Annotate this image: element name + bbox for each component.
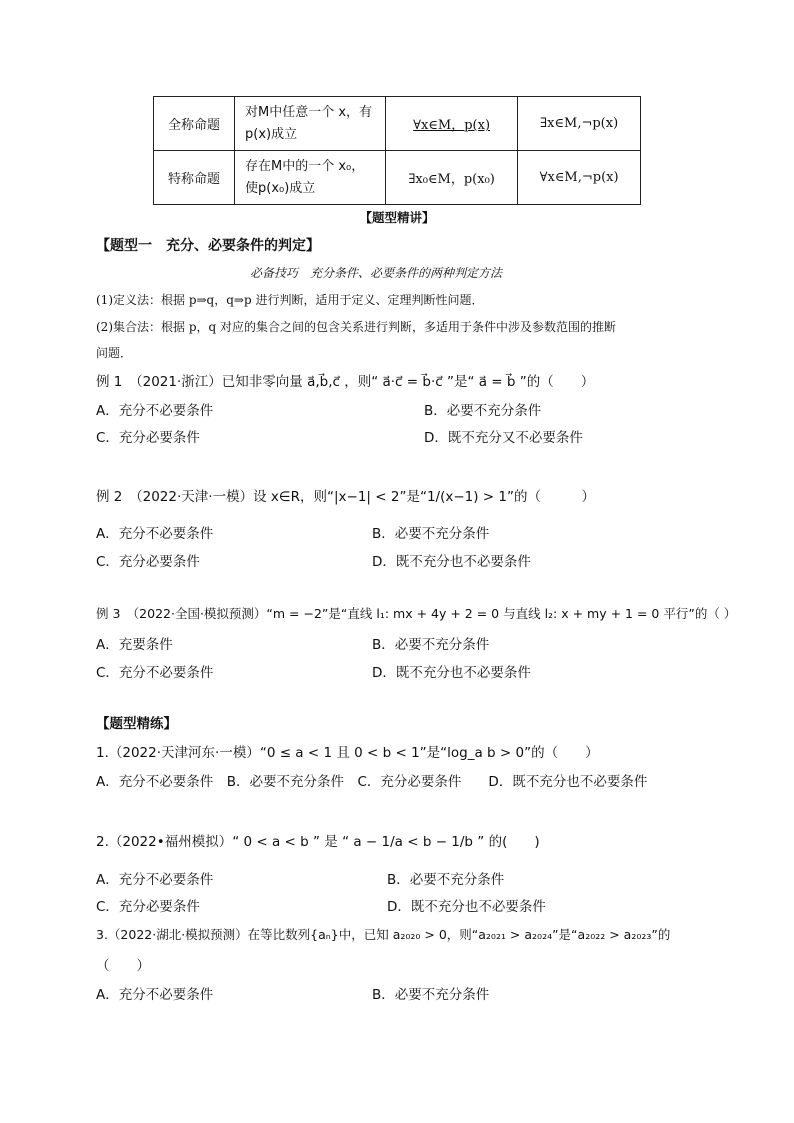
practice-q1-options: A．充分不必要条件 B．必要不充分条件 C．充分必要条件 D．既不充分也不必要条件 bbox=[96, 774, 648, 790]
proposition-table bbox=[153, 96, 641, 205]
practice-q2-option-b: B．必要不充分条件 bbox=[387, 872, 505, 888]
example-2-option-a: A．充分不必要条件 bbox=[96, 526, 214, 542]
practice-q2-option-a: A．充分不必要条件 bbox=[96, 872, 214, 888]
example-1-stem: 例 1 （2021·浙江）已知非零向量 a⃗,b⃗,c⃗ ，则“ a⃗·c⃗ = b⃗·c⃗ ”是“ a⃗ = b⃗ ”的（ ） bbox=[96, 374, 595, 390]
table-cell-name: 特称命题 bbox=[154, 151, 235, 205]
practice-title: 【题型精练】 bbox=[96, 716, 177, 732]
practice-q3-stem: 3.（2022·湖北·模拟预测）在等比数列{aₙ}中，已知 a₂₀₂₀ > 0，则“a₂₀₂₁ > a₂₀₂₄”是“a₂₀₂₂ > a₂₀₂₃”的 bbox=[96, 927, 671, 942]
table-cell-desc bbox=[235, 97, 386, 151]
example-2-option-d: D．既不充分也不必要条件 bbox=[372, 554, 531, 570]
practice-q2-option-c: C．充分必要条件 bbox=[96, 899, 200, 915]
example-3-option-c: C．充分不必要条件 bbox=[96, 665, 214, 681]
formal-text: ∀x∈M，p(x) bbox=[413, 118, 491, 133]
example-3-option-d: D．既不充分也不必要条件 bbox=[372, 665, 531, 681]
example-1-option-b: B．必要不充分条件 bbox=[424, 403, 542, 419]
desc-line: p(x)成立 bbox=[245, 126, 298, 142]
table-cell-formal bbox=[386, 97, 518, 151]
example-3-option-a: A．充要条件 bbox=[96, 637, 173, 653]
practice-q3-paren: （ ） bbox=[96, 958, 150, 974]
table-row bbox=[154, 151, 641, 205]
practice-q1-stem: 1.（2022·天津河东·一模）“0 ≤ a < 1 且 0 < b < 1”是“log_a b > 0”的（ ） bbox=[96, 745, 599, 761]
table-cell-desc bbox=[235, 151, 386, 205]
example-1-option-d: D．既不充分又不必要条件 bbox=[424, 430, 583, 446]
example-2-option-b: B．必要不充分条件 bbox=[372, 526, 490, 542]
section-heading: 【题型精讲】 bbox=[359, 210, 435, 225]
desc-line: 对M中任意一个 x，有 bbox=[245, 104, 373, 120]
practice-q3-option-a: A．充分不必要条件 bbox=[96, 987, 214, 1003]
method-2-line-2: 问题． bbox=[96, 346, 133, 360]
desc-line: 存在M中的一个 x₀， bbox=[245, 158, 365, 174]
example-1-option-c: C．充分必要条件 bbox=[96, 430, 200, 446]
skill-title: 必备技巧 充分条件、必要条件的两种判定方法 bbox=[250, 266, 503, 280]
example-2-stem: 例 2 （2022·天津·一模）设 x∈R，则“|x−1| < 2”是“1/(x−1) > 1”的（ ） bbox=[96, 489, 595, 505]
table-cell-negation: ∃x∈M,¬p(x) bbox=[518, 97, 641, 151]
practice-q2-stem: 2.（2022•福州模拟）“ 0 < a < b ” 是 “ a − 1/a < b − 1/b ” 的( ) bbox=[96, 834, 540, 850]
topic1-title: 【题型一 充分、必要条件的判定】 bbox=[96, 238, 320, 254]
example-3-stem: 例 3 （2022·全国·模拟预测）“m = −2”是“直线 l₁: mx + 4y + 2 = 0 与直线 l₂: x + my + 1 = 0 平行”的（ ） bbox=[96, 606, 737, 621]
example-2-option-c: C．充分必要条件 bbox=[96, 554, 200, 570]
practice-q3-option-b: B．必要不充分条件 bbox=[372, 987, 490, 1003]
example-3-option-b: B．必要不充分条件 bbox=[372, 637, 490, 653]
practice-q2-option-d: D．既不充分也不必要条件 bbox=[387, 899, 546, 915]
desc-line: 使p(x₀)成立 bbox=[245, 180, 316, 196]
table-cell-name: 全称命题 bbox=[154, 97, 235, 151]
table-row bbox=[154, 97, 641, 151]
method-2-line-1: (2)集合法：根据 p，q 对应的集合之间的包含关系进行判断，多适用于条件中涉及参数范围的推断 bbox=[96, 320, 616, 334]
table-cell-formal: ∃x₀∈M，p(x₀) bbox=[386, 151, 518, 205]
method-1: (1)定义法：根据 p⇒q，q⇒p 进行判断，适用于定义、定理判断性问题． bbox=[96, 293, 484, 307]
example-1-option-a: A．充分不必要条件 bbox=[96, 403, 214, 419]
table-cell-negation: ∀x∈M,¬p(x) bbox=[518, 151, 641, 205]
